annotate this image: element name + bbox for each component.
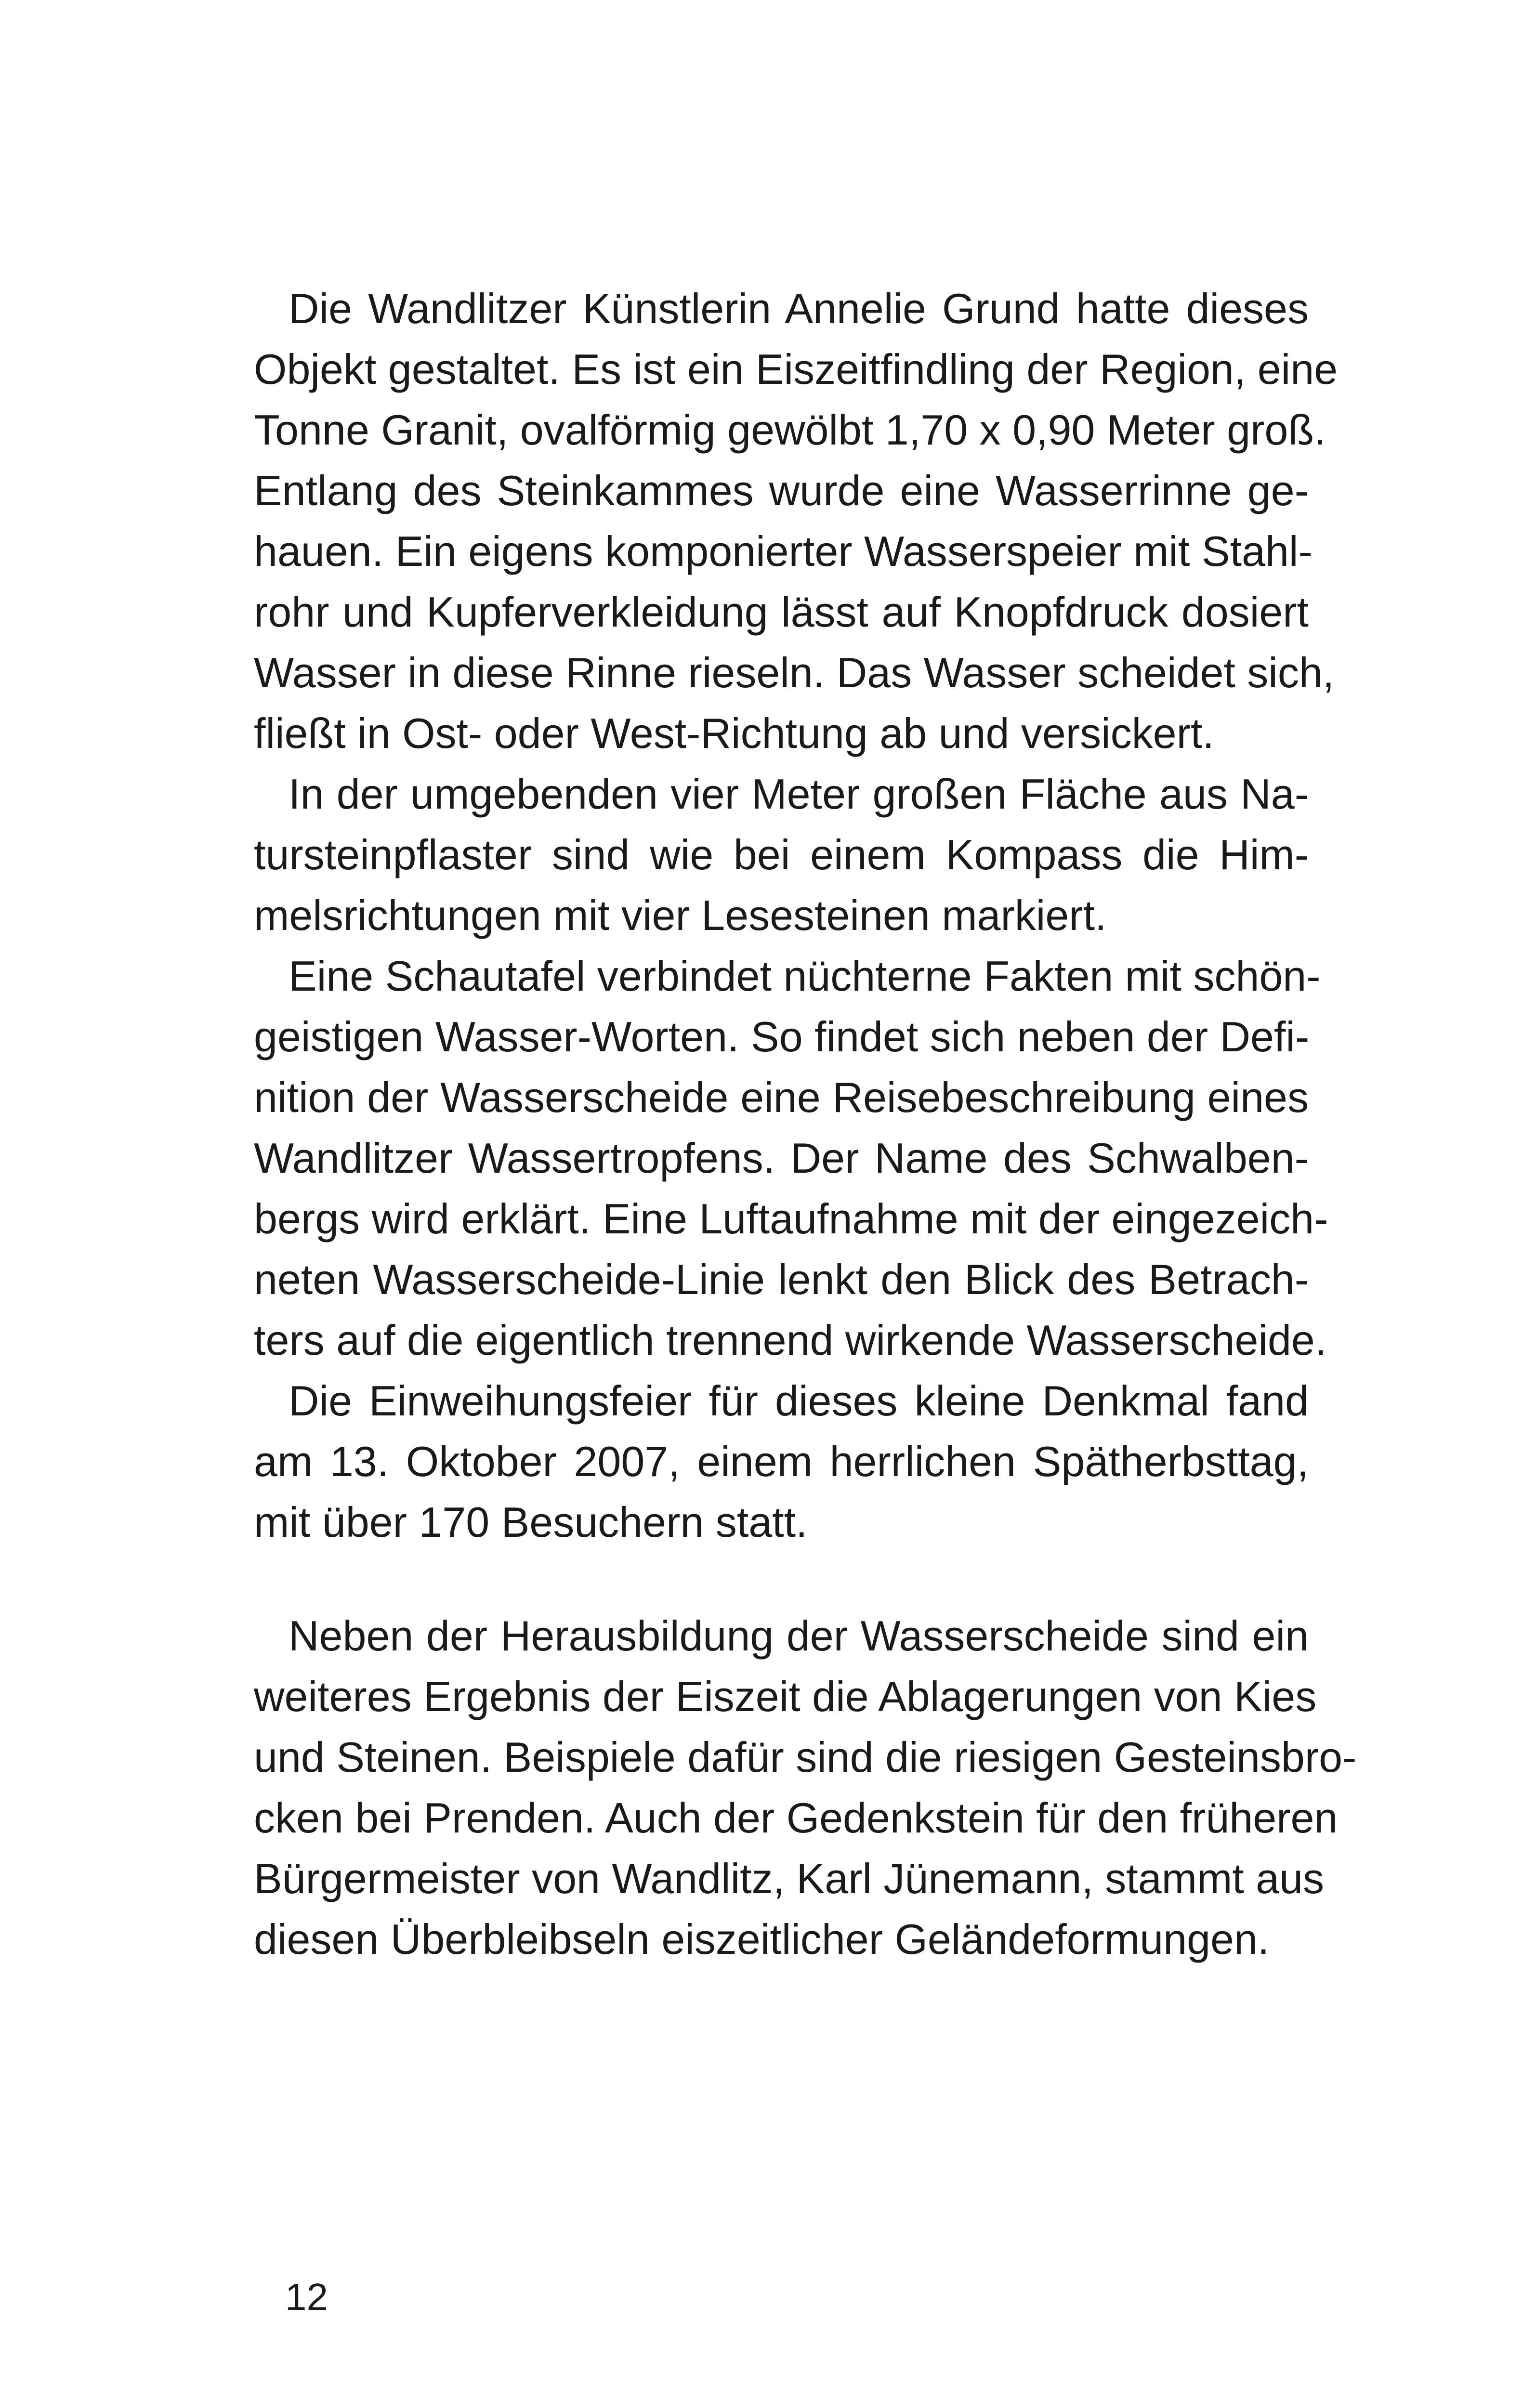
text-line: hauen. Ein eigens komponierter Wasserspeier mit Stahl-: [254, 527, 1313, 575]
body-text-section-2: [254, 1606, 1357, 1970]
text-line: Tonne Granit, ovalförmig gewölbt 1,70 x 0,90 Meter groß.: [254, 406, 1326, 454]
text-line: fließt in Ost- oder West-Richtung ab und versickert.: [254, 709, 1214, 757]
body-text-section-1: [254, 278, 1338, 1553]
text-line: Neben der Herausbildung der Wasserscheide sind ein: [289, 1612, 1309, 1660]
text-line: Die Einweihungsfeier für dieses kleine Denkmal fand: [289, 1377, 1309, 1425]
text-line: Eine Schautafel verbindet nüchterne Fakten mit schön-: [289, 952, 1321, 1000]
text-line: In der umgebenden vier Meter großen Fläche aus Na-: [289, 770, 1309, 818]
text-line: nition der Wasserscheide eine Reisebeschreibung eines: [254, 1073, 1309, 1121]
text-line: diesen Überbleibseln eiszeitlicher Geländeformungen.: [254, 1915, 1270, 1963]
text-line: rohr und Kupferverkleidung lässt auf Knopfdruck dosiert: [254, 588, 1309, 636]
text-line: bergs wird erklärt. Eine Luftaufnahme mit der eingezeich-: [254, 1195, 1328, 1243]
page-number: 12: [285, 2276, 328, 2318]
text-line: und Steinen. Beispiele dafür sind die riesigen Gesteinsbro-: [254, 1733, 1357, 1781]
text-line: Entlang des Steinkammes wurde eine Wasserrinne ge-: [254, 467, 1309, 514]
text-line: ters auf die eigentlich trennend wirkende Wasserscheide.: [254, 1316, 1327, 1364]
text-line: melsrichtungen mit vier Lesesteinen markiert.: [254, 891, 1107, 939]
text-line: weiteres Ergebnis der Eiszeit die Ablagerungen von Kies: [254, 1673, 1317, 1720]
text-line: cken bei Prenden. Auch der Gedenkstein für den früheren: [254, 1794, 1338, 1842]
text-line: geistigen Wasser-Worten. So findet sich neben der Defi-: [254, 1013, 1310, 1060]
text-line: Wasser in diese Rinne rieseln. Das Wasser scheidet sich,: [254, 649, 1335, 696]
text-line: Objekt gestaltet. Es ist ein Eiszeitfindling der Region, eine: [254, 345, 1338, 393]
text-line: am 13. Oktober 2007, einem herrlichen Spätherbsttag,: [254, 1438, 1309, 1485]
text-line: Wandlitzer Wassertropfens. Der Name des Schwalben-: [254, 1134, 1309, 1182]
text-line: tursteinpflaster sind wie bei einem Kompass die Him-: [254, 831, 1309, 878]
text-line: mit über 170 Besuchern statt.: [254, 1498, 808, 1546]
text-line: Die Wandlitzer Künstlerin Annelie Grund hatte dieses: [289, 285, 1309, 332]
text-line: Bürgermeister von Wandlitz, Karl Jünemann, stammt aus: [254, 1855, 1325, 1902]
text-line: neten Wasserscheide-Linie lenkt den Blick des Betrach-: [254, 1256, 1309, 1303]
